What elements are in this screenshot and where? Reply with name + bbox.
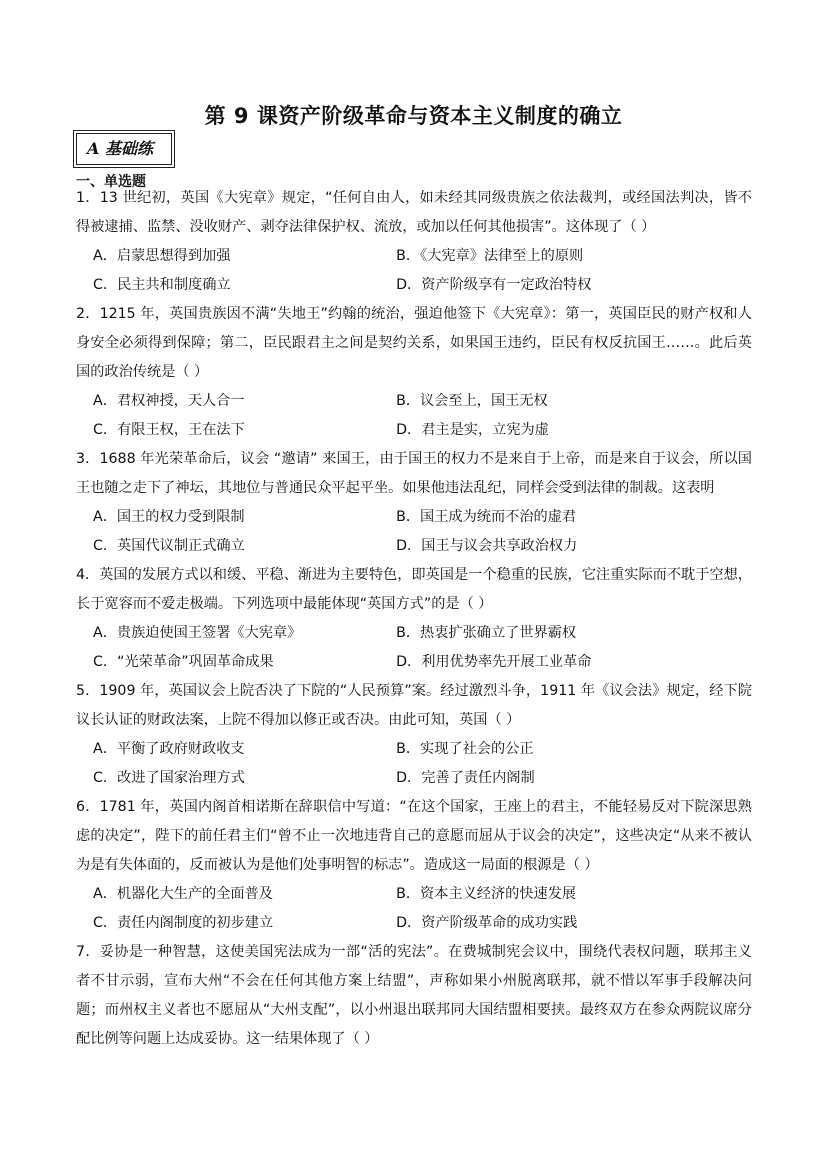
answer-option[interactable]: B．热衷扩张确立了世界霸权 [396, 625, 577, 641]
question-block [76, 184, 752, 300]
answer-option[interactable]: B．国王成为统而不治的虚君 [396, 509, 577, 525]
option-group [76, 880, 752, 938]
option-group [76, 503, 752, 561]
question-block [76, 561, 752, 677]
answer-option[interactable]: D．完善了责任内阁制 [396, 770, 535, 786]
answer-option[interactable]: A．贵族迫使国王签署《大宪章》 [93, 625, 302, 641]
question-stem: 2．1215 年，英国贵族因不满“失地王”约翰的统治，强迫他签下《大宪章》：第一，英国臣民的财产权和人身安全必须得到保障；第二，臣民跟君主之间是契约关系，如果国王违约，臣民有权反抗国王……。此后英国的政治传统是（ ） [76, 306, 752, 380]
question-stem: 5．1909 年，英国议会上院否决了下院的“人民预算”案。经过激烈斗争，1911 年《议会法》规定，经下院议长认证的财政法案，上院不得加以修正或否决。由此可知，英国（ ） [76, 683, 752, 728]
answer-option[interactable]: A．国王的权力受到限制 [93, 509, 245, 525]
answer-option[interactable]: D．资产阶级革命的成功实践 [396, 915, 578, 931]
answer-option[interactable]: C．责任内阁制度的初步建立 [93, 915, 274, 931]
question-stem: 6．1781 年，英国内阁首相诺斯在辞职信中写道：“在这个国家，王座上的君主，不能轻易反对下院深思熟虑的决定”，陛下的前任君主们“曾不止一次地违背自己的意愿而屈从于议会的决定”，这些决定“从来不被认为是有失体面的，反而被认为是他们处事明智的标志”。造成这一局面的根源是（ ） [76, 799, 752, 873]
option-group [76, 242, 752, 300]
answer-option[interactable]: A．机器化大生产的全面普及 [93, 886, 273, 902]
section-badge: A 基础练 [76, 133, 172, 165]
page-title: 第 9 课资产阶级革命与资本主义制度的确立 [204, 104, 623, 128]
answer-option[interactable]: B．议会至上，国王无权 [396, 393, 548, 409]
question-list [76, 184, 752, 1054]
question-block [76, 445, 752, 561]
answer-option[interactable]: C．“光荣革命”巩固革命成果 [93, 654, 274, 670]
question-stem: 3．1688 年光荣革命后，议会 “邀请” 来国王，由于国王的权力不是来自于上帝，而是来自于议会，所以国王也随之走下了神坛，其地位与普通民众平起平坐。如果他违法乱纪，同样会受到法律的制裁。这表明 [76, 451, 752, 496]
question-block [76, 300, 752, 445]
answer-option[interactable]: D．资产阶级享有一定政治特权 [396, 277, 592, 293]
question-block [76, 793, 752, 938]
answer-option[interactable]: B．资本主义经济的快速发展 [396, 886, 577, 902]
section-heading: 一、单选题 [76, 174, 146, 190]
option-group [76, 387, 752, 445]
question-block [76, 938, 752, 1054]
answer-option[interactable]: C．有限王权，王在法下 [93, 422, 245, 438]
question-stem: 1．13 世纪初，英国《大宪章》规定，“任何自由人，如未经其同级贵族之依法裁判，或经国法判决，皆不得被逮捕、监禁、没收财产、剥夺法律保护权、流放，或加以任何其他损害”。这体现了（ ） [76, 190, 752, 235]
answer-option[interactable]: D．国王与议会共享政治权力 [396, 538, 578, 554]
option-group [76, 619, 752, 677]
answer-option[interactable]: A．君权神授，天人合一 [93, 393, 245, 409]
answer-option[interactable]: A．平衡了政府财政收支 [93, 741, 245, 757]
answer-option[interactable]: D．君主是实，立宪为虚 [396, 422, 549, 438]
question-stem: 7．妥协是一种智慧，这使美国宪法成为一部“活的宪法”。在费城制宪会议中，围绕代表权问题，联邦主义者不甘示弱，宣布大州“不会在任何其他方案上结盟”，声称如果小州脱离联邦，就不惜以军事手段解决问题；而州权主义者也不愿屈从“大州支配”，以小州退出联邦同大国结盟相要挟。最终双方在参众两院议席分配比例等问题上达成妥协。这一结果体现了（ ） [76, 944, 752, 1047]
answer-option[interactable]: B．实现了社会的公正 [396, 741, 534, 757]
answer-option[interactable]: B．《大宪章》法律至上的原则 [396, 248, 584, 264]
answer-option[interactable]: C．英国代议制正式确立 [93, 538, 245, 554]
answer-option[interactable]: C．民主共和制度确立 [93, 277, 231, 293]
question-block [76, 677, 752, 793]
answer-option[interactable]: C．改进了国家治理方式 [93, 770, 245, 786]
question-stem: 4．英国的发展方式以和缓、平稳、渐进为主要特色，即英国是一个稳重的民族，它注重实际而不耽于空想，长于宽容而不爱走极端。下列选项中最能体现“英国方式”的是（ ） [76, 567, 752, 612]
answer-option[interactable]: D．利用优势率先开展工业革命 [396, 654, 592, 670]
option-group [76, 735, 752, 793]
answer-option[interactable]: A．启蒙思想得到加强 [93, 248, 231, 264]
